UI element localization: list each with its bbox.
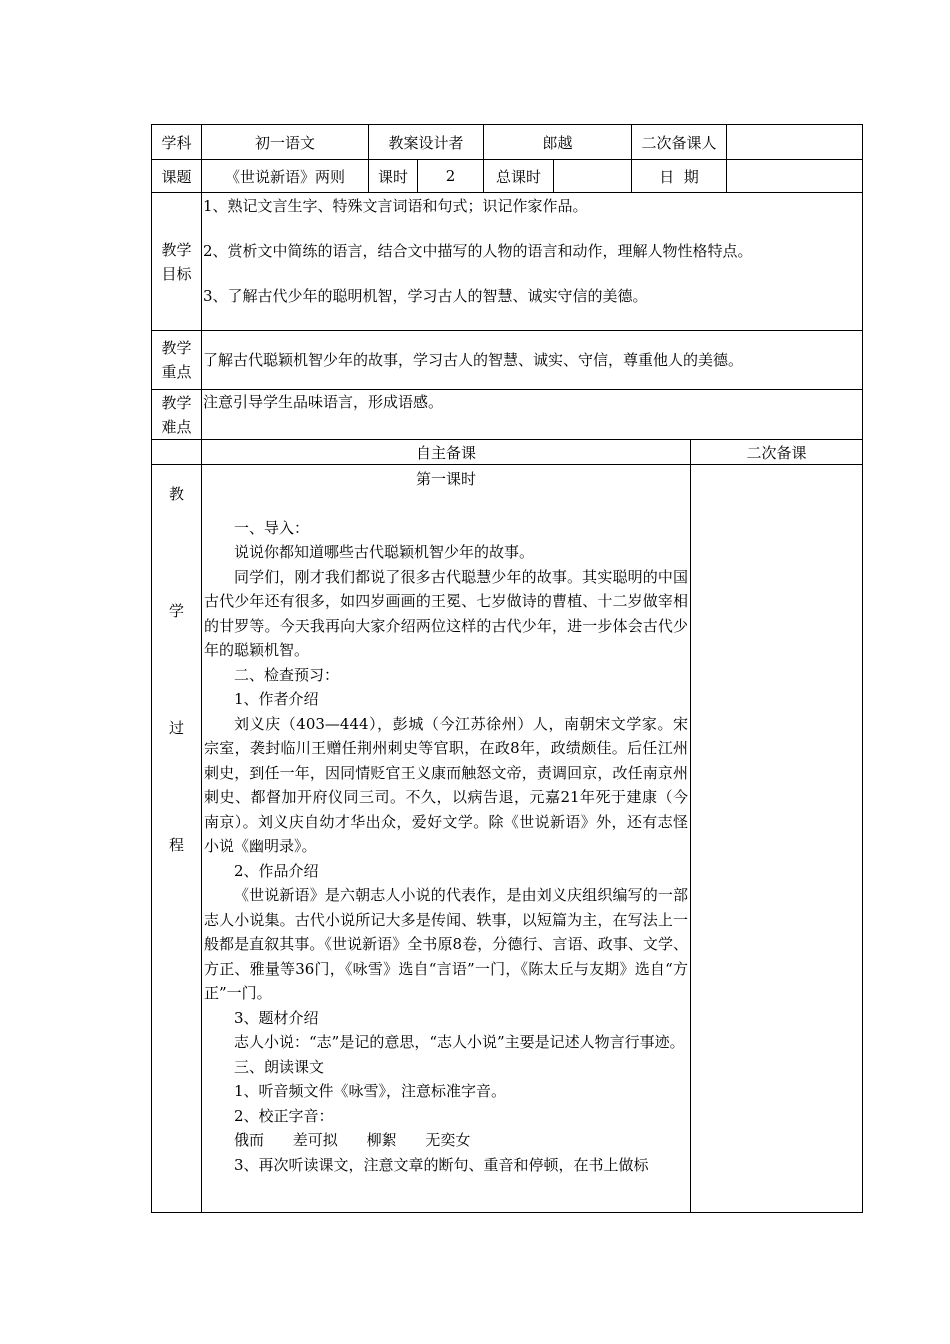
key-points-row (152, 331, 863, 390)
goals-label-text: 教学目标 (161, 240, 192, 283)
paragraph: 1、听音频文件《咏雪》，注意标准字音。 (234, 1082, 507, 1100)
word: 柳絮 (366, 1131, 397, 1149)
topic-label: 课题 (152, 160, 202, 193)
word: 差可拟 (292, 1131, 338, 1149)
total-periods-label: 总课时 (484, 160, 554, 193)
second-prep-content (691, 465, 863, 1213)
subject-value: 初一语文 (202, 125, 369, 160)
period-label: 课时 (369, 160, 418, 193)
difficulties-row (152, 390, 863, 440)
date-label: 日 期 (632, 160, 727, 193)
process-label-char: 学 (168, 602, 184, 620)
paragraph: 1、作者介绍 (234, 690, 319, 708)
header-row (152, 125, 863, 160)
paragraph: 2、校正字音： (234, 1106, 334, 1125)
difficulties-text: 注意引导学生品味语言，形成语感。 (202, 390, 863, 440)
word: 无奕女 (425, 1131, 471, 1149)
paragraph: 刘义庆（403—444），彭城（今江苏徐州）人，南朝宋文学家。宋宗室，袭封临川王赠任荆州刺史等官职，在政8年，政绩颇佳。后任江州刺史，到任一年，因同情贬官王义康而触怒文帝，责调回京，改任南京州刺史、都督加开府仪同三司。不久，以病告退，元嘉21年死于建康（今南京）。刘义庆自幼才华出众，爱好文学。除《世说新语》外，还有志怪小说《幽明录》。 (204, 714, 689, 855)
process-label (152, 465, 202, 1213)
word: 俄而 (234, 1131, 265, 1149)
lesson-plan-table (151, 124, 863, 1213)
goals-row (152, 193, 863, 331)
second-prep-header: 二次备课 (691, 440, 863, 465)
prep-header-blank (152, 440, 202, 465)
paragraph: 一、导入： (234, 518, 310, 537)
designer-value: 郎越 (484, 125, 632, 160)
process-label-char: 过 (168, 719, 184, 737)
designer-label: 教案设计者 (369, 125, 484, 160)
topic-value: 《世说新语》两则 (202, 160, 369, 193)
paragraph: 三、朗读课文 (234, 1057, 325, 1076)
second-prep-label: 二次备课人 (632, 125, 727, 160)
pronunciation-words (204, 1128, 688, 1153)
paragraph: 说说你都知道哪些古代聪颖机智少年的故事。 (234, 543, 535, 561)
paragraph: 同学们，刚才我们都说了很多古代聪慧少年的故事。其实聪明的中国古代少年还有很多，如四岁画画的王冕、七岁做诗的曹植、十二岁做宰相的甘罗等。今天我再向大家介绍两位这样的古代少年，进一步体会古代少年的聪颖机智。 (204, 567, 689, 659)
goal-item: 3、了解古代少年的聪明机智，学习古人的智慧、诚实守信的美德。 (203, 287, 648, 305)
self-prep-content (202, 465, 691, 1213)
goals-list (202, 193, 863, 331)
difficulties-label-text: 教学难点 (161, 393, 192, 436)
self-prep-header: 自主备课 (202, 440, 691, 465)
goal-item: 2、赏析文中简练的语言，结合文中描写的人物的语言和动作，理解人物性格特点。 (203, 242, 753, 260)
period-value: 2 (418, 160, 484, 193)
paragraph: 3、题材介绍 (234, 1008, 319, 1027)
key-points-label (152, 331, 202, 390)
key-points-label-text: 教学重点 (161, 339, 192, 381)
subject-label: 学科 (152, 125, 202, 160)
topic-row (152, 160, 863, 193)
process-label-char: 程 (168, 836, 184, 854)
goals-label (152, 193, 202, 331)
second-prep-value (727, 125, 863, 160)
paragraph: 3、再次听读课文，注意文章的断句、重音和停顿，在书上做标 (234, 1155, 649, 1174)
date-value (727, 160, 863, 193)
paragraph: 《世说新语》是六朝志人小说的代表作，是由刘义庆组织编写的一部志人小说集。古代小说所记大多是传闻、轶事，以短篇为主，在写法上一般都是直叙其事。《世说新语》全书原8卷，分德行、言语、政事、文学、方正、雅量等36门，《咏雪》选自“言语”一门，《陈太丘与友期》选自“方正”一门。 (204, 886, 689, 1002)
paragraph: 志人小说：“志”是记的意思，“志人小说”主要是记述人物言行事迹。 (234, 1033, 685, 1051)
difficulties-label (152, 390, 202, 440)
goal-item: 1、熟记文言生字、特殊文言词语和句式；识记作家作品。 (203, 197, 588, 215)
key-points-text: 了解古代聪颖机智少年的故事，学习古人的智慧、诚实、守信，尊重他人的美德。 (202, 331, 863, 390)
process-row (152, 465, 863, 1213)
paragraph: 二、检查预习： (234, 665, 340, 684)
lesson-title: 第一课时 (416, 470, 477, 488)
paragraph: 2、作品介绍 (234, 861, 319, 880)
prep-header-row (152, 440, 863, 465)
total-periods-value (554, 160, 632, 193)
process-label-char: 教 (168, 485, 184, 503)
